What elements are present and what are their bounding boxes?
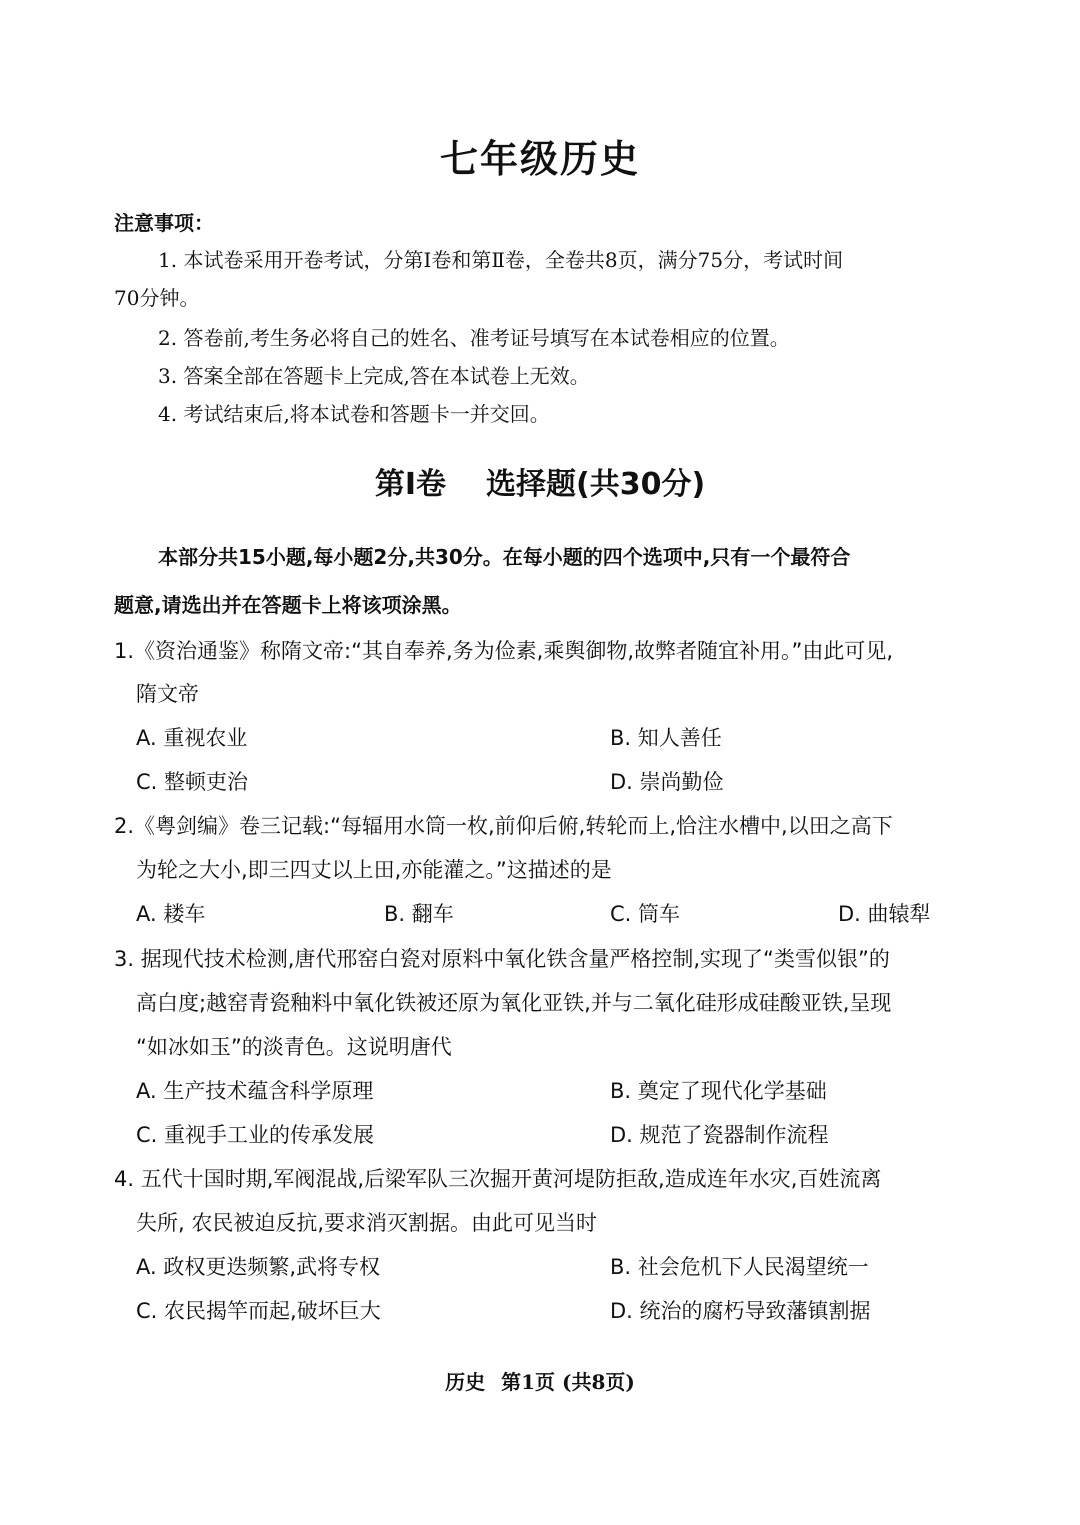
notice-item-2: 2. 答卷前,考生务必将自己的姓名、准考证号填写在本试卷相应的位置。: [158, 326, 790, 350]
question-1-option-c: C. 整顿吏治: [136, 770, 249, 794]
instructions-line-1: 本部分共15小题,每小题2分,共30分。在每小题的四个选项中,只有一个最符合: [158, 545, 851, 569]
footer-page-number: 第1页 (共8页): [501, 1370, 635, 1394]
footer-subject: 历史: [445, 1370, 486, 1394]
question-3-line-2: 高白度;越窑青瓷釉料中氧化铁被还原为氧化亚铁,并与二氧化硅形成硅酸亚铁,呈现: [136, 991, 892, 1015]
question-1-option-d: D. 崇尚勤俭: [610, 770, 724, 794]
question-3-option-b: B. 奠定了现代化学基础: [610, 1079, 827, 1103]
question-2-option-d: D. 曲辕犁: [838, 902, 931, 926]
notice-heading: 注意事项：: [114, 211, 214, 235]
question-1-option-a: A. 重视农业: [136, 726, 248, 750]
question-3-line-1: 3. 据现代技术检测,唐代邢窑白瓷对原料中氧化铁含量严格控制,实现了“类雪似银”的: [114, 947, 890, 971]
notice-item-4: 4. 考试结束后,将本试卷和答题卡一并交回。: [158, 402, 550, 426]
question-3-option-c: C. 重视手工业的传承发展: [136, 1123, 375, 1147]
section-title: [0, 459, 1080, 503]
notice-item-3: 3. 答案全部在答题卡上完成,答在本试卷上无效。: [158, 364, 590, 388]
question-2-option-c: C. 筒车: [610, 902, 681, 926]
page-footer: [0, 1366, 1080, 1395]
question-2-line-1: 2.《粤剑编》卷三记载:“每辐用水筒一枚,前仰后俯,转轮而上,恰注水槽中,以田之高下: [114, 814, 893, 838]
question-1-line-2: 隋文帝: [136, 682, 199, 706]
question-3-option-a: A. 生产技术蕴含科学原理: [136, 1079, 374, 1103]
question-1-line-1: 1.《资治通鉴》称隋文帝:“其自奉养,务为俭素,乘舆御物,故弊者随宜补用。”由此可见,: [114, 639, 894, 663]
question-4-line-1: 4. 五代十国时期,军阀混战,后梁军队三次掘开黄河堤防拒敌,造成连年水灾,百姓流离: [114, 1167, 882, 1191]
question-2-option-a: A. 耧车: [136, 902, 206, 926]
question-3-option-d: D. 规范了瓷器制作流程: [610, 1123, 829, 1147]
exam-title: 七年级历史: [439, 137, 640, 181]
question-4-option-a: A. 政权更迭频繁,武将专权: [136, 1255, 381, 1279]
instructions-line-2: 题意,请选出并在答题卡上将该项涂黑。: [114, 593, 462, 617]
notice-item-1-line-2: 70分钟。: [114, 286, 200, 310]
question-4-option-c: C. 农民揭竿而起,破坏巨大: [136, 1299, 381, 1323]
question-2-line-2: 为轮之大小,即三四丈以上田,亦能灌之。”这描述的是: [136, 858, 612, 882]
question-3-line-3: “如冰如玉”的淡青色。这说明唐代: [136, 1035, 452, 1059]
question-4-option-d: D. 统治的腐朽导致藩镇割据: [610, 1299, 871, 1323]
question-1-option-b: B. 知人善任: [610, 726, 722, 750]
question-2-option-b: B. 翻车: [384, 902, 454, 926]
section-name: 第Ⅰ卷: [374, 467, 446, 502]
question-4-option-b: B. 社会危机下人民渴望统一: [610, 1255, 869, 1279]
section-description: 选择题(共30分): [486, 467, 706, 502]
notice-item-1-line-1: 1. 本试卷采用开卷考试，分第Ⅰ卷和第Ⅱ卷，全卷共8页，满分75分，考试时间: [158, 248, 844, 272]
question-4-line-2: 失所, 农民被迫反抗,要求消灭割据。由此可见当时: [136, 1211, 598, 1235]
